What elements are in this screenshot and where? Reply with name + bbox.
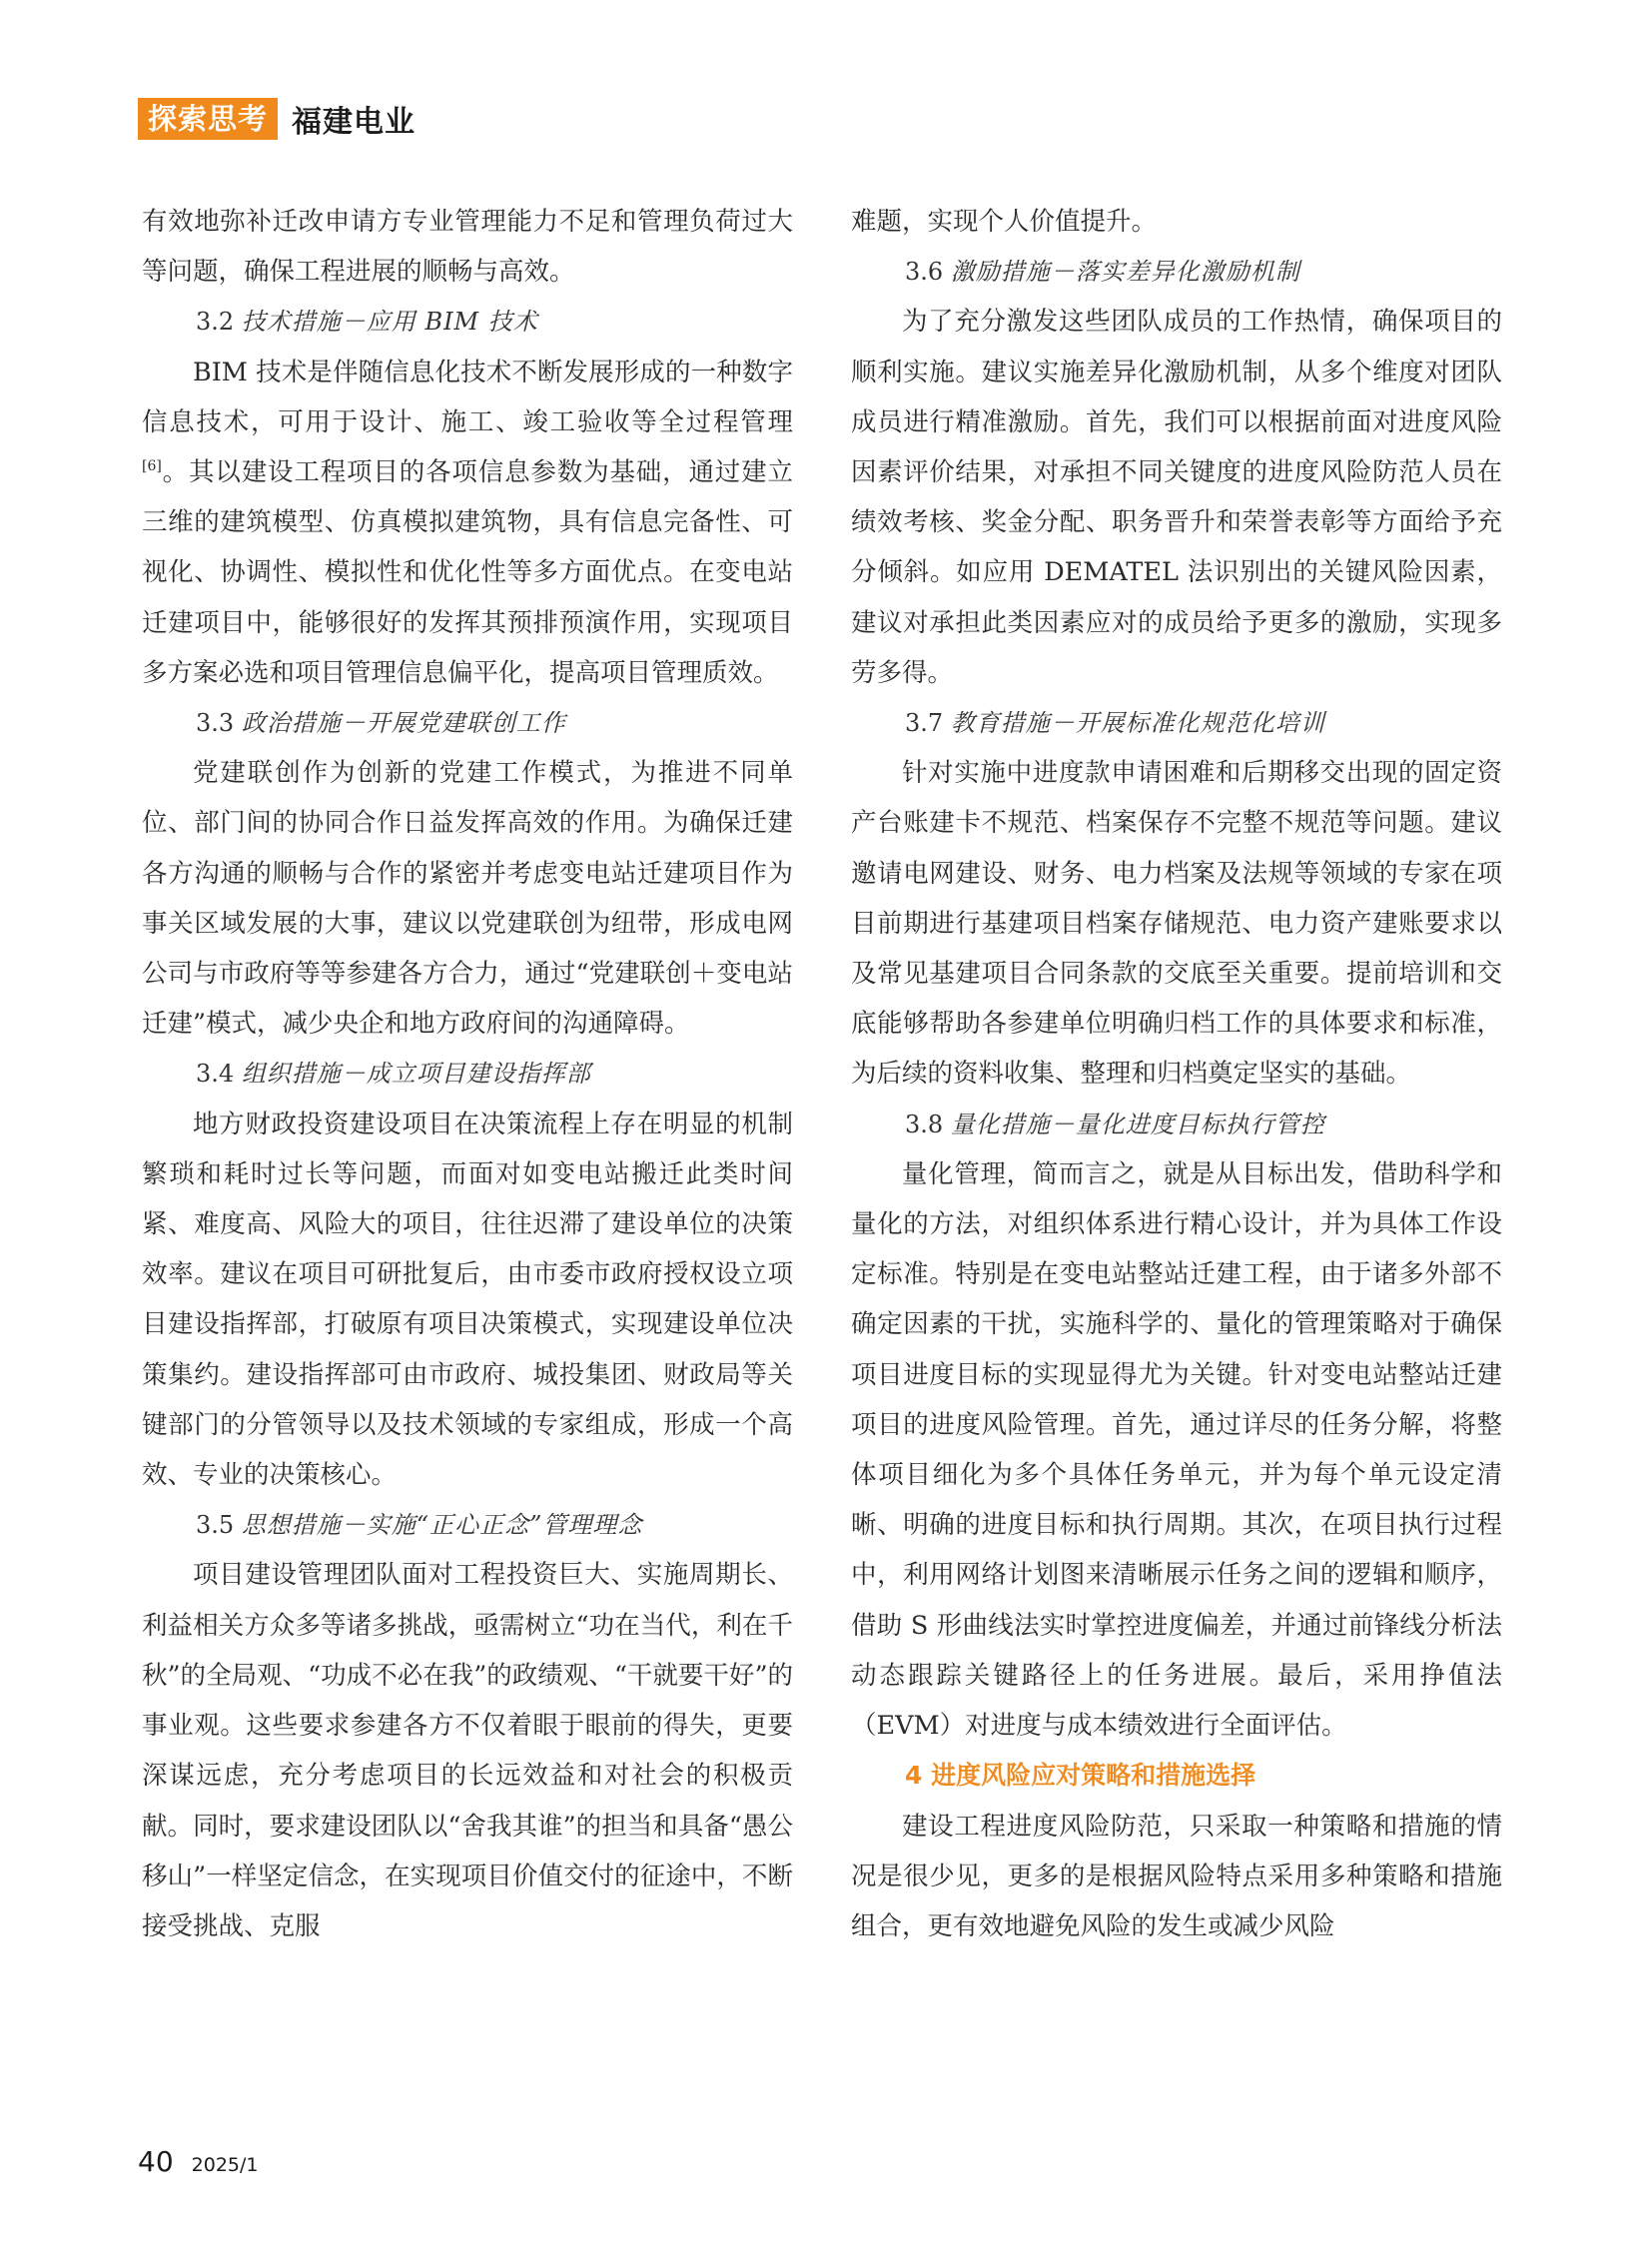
subsection-heading: [142, 698, 793, 748]
page-footer: [138, 2145, 258, 2178]
subsection-title: 技术措施－应用 BIM 技术: [241, 308, 538, 337]
subsection-number: 3.4: [196, 1060, 235, 1089]
subsection-number: 3.8: [905, 1110, 944, 1138]
subsection-number: 3.6: [905, 258, 944, 287]
subsection-heading: [851, 698, 1502, 748]
subsection-heading: [142, 1500, 793, 1550]
subsection-title: 组织措施－成立项目建设指挥部: [241, 1060, 591, 1089]
subsection-heading: [142, 297, 793, 347]
section-tag: 探索思考: [138, 98, 278, 140]
subsection-title: 激励措施－落实差异化激励机制: [950, 258, 1300, 287]
subsection-heading: [851, 247, 1502, 297]
paragraph: 党建联创作为创新的党建工作模式，为推进不同单位、部门间的协同合作日益发挥高效的作用。为确保迁建各方沟通的顺畅与合作的紧密并考虑变电站迁建项目作为事关区域发展的大事，建议以党建联创为纽带，形成电网公司与市政府等等参建各方合力，通过“党建联创＋变电站迁建”模式，减少央企和地方政府间的沟通障碍。: [142, 758, 793, 1040]
subsection-title: 思想措施－实施“正心正念”管理理念: [241, 1511, 643, 1540]
subsection-number: 3.3: [196, 709, 235, 738]
paragraph-text: 。其以建设工程项目的各项信息参数为基础，通过建立三维的建筑模型、仿真模拟建筑物，具有信息完备性、可视化、协调性、模拟性和优化性等多方面优点。在变电站迁建项目中，能够很好的发挥其预排预演作用，实现项目多方案必选和项目管理信息偏平化，提高项目管理质效。: [142, 457, 793, 688]
paragraph: 针对实施中进度款申请困难和后期移交出现的固定资产台账建卡不规范、档案保存不完整不规范等问题。建议邀请电网建设、财务、电力档案及法规等领域的专家在项目前期进行基建项目档案存储规范、电力资产建账要求以及常见基建项目合同条款的交底至关重要。提前培训和交底能够帮助各参建单位明确归档工作的具体要求和标准，为后续的资料收集、整理和归档奠定坚实的基础。: [851, 758, 1502, 1090]
paragraph: 难题，实现个人价值提升。: [851, 207, 1158, 237]
subsection-title: 量化措施－量化进度目标执行管控: [950, 1110, 1325, 1138]
issue-label: 2025/1: [191, 2154, 259, 2176]
section-heading: 4 进度风险应对策略和措施选择: [905, 1761, 1256, 1791]
journal-name: 福建电业: [292, 105, 416, 140]
right-column: [851, 197, 1502, 1951]
subsection-title: 政治措施－开展党建联创工作: [241, 709, 566, 738]
page-number: 40: [138, 2145, 174, 2178]
page-header: [138, 98, 415, 140]
paragraph-text: BIM 技术是伴随信息化技术不断发展形成的一种数字信息技术，可用于设计、施工、竣工验收等全过程管理: [142, 357, 793, 437]
paragraph: [142, 348, 793, 698]
subsection-number: 3.5: [196, 1511, 235, 1540]
paragraph: 建设工程进度风险防范，只采取一种策略和措施的情况是很少见，更多的是根据风险特点采用多种策略和措施组合，更有效地避免风险的发生或减少风险: [851, 1811, 1502, 1941]
subsection-heading: [851, 1100, 1502, 1149]
paragraph: 项目建设管理团队面对工程投资巨大、实施周期长、利益相关方众多等诸多挑战，亟需树立“功在当代，利在千秋”的全局观、“功成不必在我”的政绩观、“干就要干好”的事业观。这些要求参建各方不仅着眼于眼前的得失，更要深谋远虑，充分考虑项目的长远效益和对社会的积极贡献。同时，要求建设团队以“舍我其谁”的担当和具备“愚公移山”一样坚定信念，在实现项目价值交付的征途中，不断接受挑战、克服: [142, 1560, 793, 1941]
subsection-title: 教育措施－开展标准化规范化培训: [950, 709, 1325, 738]
paragraph: 地方财政投资建设项目在决策流程上存在明显的机制繁琐和耗时过长等问题，而面对如变电站搬迁此类时间紧、难度高、风险大的项目，往往迟滞了建设单位的决策效率。建议在项目可研批复后，由市委市政府授权设立项目建设指挥部，打破原有项目决策模式，实现建设单位决策集约。建设指挥部可由市政府、城投集团、财政局等关键部门的分管领导以及技术领域的专家组成，形成一个高效、专业的决策核心。: [142, 1109, 793, 1491]
paragraph: 为了充分激发这些团队成员的工作热情，确保项目的顺利实施。建议实施差异化激励机制，从多个维度对团队成员进行精准激励。首先，我们可以根据前面对进度风险因素评价结果，对承担不同关键度的进度风险防范人员在绩效考核、奖金分配、职务晋升和荣誉表彰等方面给予充分倾斜。如应用 DEMATEL 法识别出的关键风险因素，建议对承担此类因素应对的成员给予更多的激励，实现多劳多得。: [851, 307, 1502, 688]
left-column: [142, 197, 793, 1951]
subsection-number: 3.2: [196, 308, 235, 337]
subsection-number: 3.7: [905, 709, 944, 738]
citation-ref: [6]: [142, 458, 162, 475]
paragraph: 量化管理，简而言之，就是从目标出发，借助科学和量化的方法，对组织体系进行精心设计，并为具体工作设定标准。特别是在变电站整站迁建工程，由于诸多外部不确定因素的干扰，实施科学的、量化的管理策略对于确保项目进度目标的实现显得尤为关键。针对变电站整站迁建项目的进度风险管理。首先，通过详尽的任务分解，将整体项目细化为多个具体任务单元，并为每个单元设定清晰、明确的进度目标和执行周期。其次，在项目执行过程中，利用网络计划图来清晰展示任务之间的逻辑和顺序，借助 S 形曲线法实时掌控进度偏差，并通过前锋线分析法动态跟踪关键路径上的任务进展。最后，采用挣值法（EVM）对进度与成本绩效进行全面评估。: [851, 1158, 1502, 1742]
subsection-heading: [142, 1049, 793, 1099]
paragraph: 有效地弥补迁改申请方专业管理能力不足和管理负荷过大等问题，确保工程进展的顺畅与高效。: [142, 207, 793, 288]
